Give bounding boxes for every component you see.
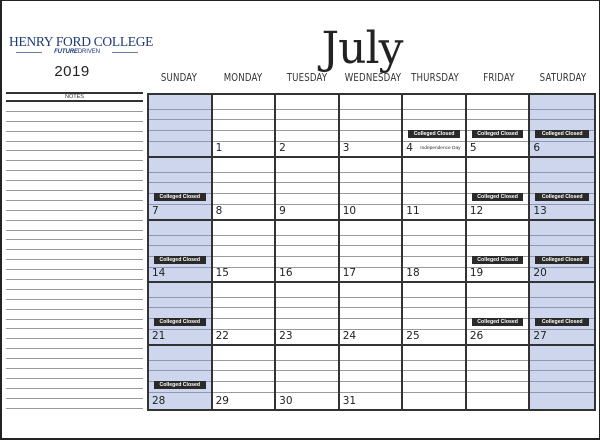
writing-line (467, 182, 529, 183)
note-line[interactable] (6, 300, 143, 310)
day-number: 11 (406, 204, 420, 217)
writing-line (530, 297, 594, 298)
writing-line (340, 245, 402, 246)
day-cell[interactable] (467, 158, 531, 221)
day-cell[interactable] (149, 221, 213, 284)
writing-line (213, 245, 275, 246)
writing-line (403, 381, 465, 382)
day-cell[interactable] (149, 95, 213, 158)
day-number: 31 (342, 394, 357, 407)
note-line[interactable] (6, 102, 143, 112)
note-line[interactable] (6, 250, 143, 260)
writing-line (340, 172, 402, 173)
writing-line (213, 172, 275, 173)
day-number: 2 (279, 141, 286, 154)
day-number: 5 (469, 141, 477, 154)
writing-line (213, 370, 275, 371)
note-line[interactable] (6, 379, 143, 389)
writing-line (276, 130, 338, 131)
writing-line (340, 297, 402, 298)
closed-badge: Colleged Closed (472, 256, 524, 264)
note-line[interactable] (6, 320, 143, 330)
note-line[interactable] (6, 142, 143, 152)
calendar-grid (147, 93, 596, 411)
writing-line (467, 297, 529, 298)
tagline-rule-right (112, 52, 138, 53)
day-cell[interactable] (149, 283, 213, 346)
writing-line (467, 109, 529, 110)
day-cell[interactable] (276, 95, 340, 158)
writing-line (467, 360, 529, 361)
note-line[interactable] (6, 339, 143, 349)
writing-line (340, 360, 402, 361)
day-cell[interactable] (276, 221, 340, 284)
note-line[interactable] (6, 221, 143, 231)
day-cell[interactable] (276, 283, 340, 346)
notes-lines (6, 102, 143, 409)
note-line[interactable] (6, 181, 143, 191)
tagline-rest: DRIVEN (77, 49, 100, 55)
writing-line (149, 130, 211, 131)
note-line[interactable] (6, 260, 143, 270)
writing-line (276, 370, 338, 371)
writing-line (340, 318, 402, 319)
day-cell[interactable] (403, 221, 467, 284)
weekday-tuesday: TUESDAY (286, 72, 328, 84)
writing-line (276, 256, 338, 257)
day-cell[interactable] (530, 221, 594, 284)
day-number: 13 (533, 204, 547, 217)
writing-line (340, 307, 402, 308)
closed-badge: Colleged Closed (154, 381, 206, 389)
closed-badge: Colleged Closed (154, 193, 206, 201)
day-number: 21 (152, 330, 166, 343)
writing-line (467, 245, 529, 246)
day-cell[interactable] (340, 283, 404, 346)
day-number: 1 (215, 141, 223, 154)
writing-line (213, 392, 275, 393)
note-line[interactable] (6, 389, 143, 399)
day-number: 30 (279, 394, 293, 407)
day-cell[interactable] (467, 346, 531, 409)
closed-badge: Colleged Closed (408, 130, 460, 138)
writing-line (213, 381, 275, 382)
writing-line (340, 109, 402, 110)
writing-line (530, 307, 594, 308)
weekday-monday: MONDAY (223, 72, 263, 84)
writing-line (340, 370, 402, 371)
note-line[interactable] (6, 399, 143, 409)
writing-line (530, 392, 594, 393)
day-cell[interactable] (213, 95, 277, 158)
day-cell[interactable] (403, 158, 467, 221)
day-number: 28 (152, 394, 166, 407)
notes-panel (6, 92, 143, 409)
writing-line (213, 182, 275, 183)
note-line[interactable] (6, 359, 143, 369)
writing-line (530, 370, 594, 371)
day-number: 6 (533, 141, 541, 154)
writing-line (530, 360, 594, 361)
writing-line (340, 392, 402, 393)
writing-line (403, 392, 465, 393)
writing-line (340, 182, 402, 183)
day-cell[interactable] (149, 158, 213, 221)
tagline-bold: FUTURE (54, 49, 78, 55)
writing-line (276, 307, 338, 308)
day-cell[interactable] (149, 346, 213, 409)
note-line[interactable] (6, 310, 143, 320)
day-cell[interactable] (530, 158, 594, 221)
writing-line (276, 119, 338, 120)
day-number: 27 (533, 330, 547, 343)
writing-line (276, 297, 338, 298)
writing-line (213, 256, 275, 257)
weekday-thursday: THURSDAY (411, 72, 459, 84)
writing-line (530, 172, 594, 173)
writing-line (530, 381, 594, 382)
closed-badge: Colleged Closed (535, 256, 589, 264)
day-number: 8 (215, 204, 223, 217)
day-number: 7 (152, 204, 159, 217)
writing-line (340, 256, 402, 257)
writing-line (213, 307, 275, 308)
note-line[interactable] (6, 270, 143, 280)
writing-line (403, 235, 465, 236)
closed-badge: Colleged Closed (472, 130, 524, 138)
day-number: 3 (342, 141, 350, 154)
note-line[interactable] (6, 171, 143, 181)
writing-line (276, 172, 338, 173)
writing-line (530, 109, 594, 110)
day-number: 4 (406, 141, 413, 154)
note-line[interactable] (6, 122, 143, 132)
note-line[interactable] (6, 349, 143, 359)
writing-line (403, 109, 465, 110)
weekday-friday: FRIDAY (483, 72, 515, 84)
writing-line (276, 381, 338, 382)
closed-badge: Colleged Closed (472, 318, 524, 326)
day-number: 22 (215, 330, 229, 343)
note-line[interactable] (6, 191, 143, 201)
note-line[interactable] (6, 240, 143, 250)
note-line[interactable] (6, 329, 143, 339)
writing-line (149, 235, 211, 236)
writing-line (149, 109, 211, 110)
day-number: 9 (279, 204, 286, 217)
closed-badge: Colleged Closed (154, 256, 206, 264)
writing-line (467, 172, 529, 173)
writing-line (276, 360, 338, 361)
note-line[interactable] (6, 211, 143, 221)
year-label: 2019 (54, 63, 90, 80)
tagline-text (44, 48, 110, 56)
writing-line (276, 245, 338, 246)
writing-line (530, 119, 594, 120)
day-number: 15 (215, 267, 229, 280)
writing-line (149, 297, 211, 298)
day-number: 23 (279, 330, 293, 343)
day-cell[interactable] (403, 95, 467, 158)
note-line[interactable] (6, 151, 143, 161)
writing-line (213, 193, 275, 194)
writing-line (340, 381, 402, 382)
writing-line (213, 235, 275, 236)
day-cell[interactable] (530, 95, 594, 158)
note-line[interactable] (6, 132, 143, 142)
college-tagline (16, 48, 138, 56)
day-number: 18 (406, 267, 420, 280)
writing-line (403, 318, 465, 319)
note-line[interactable] (6, 280, 143, 290)
notes-heading: NOTES (6, 92, 143, 102)
writing-line (403, 172, 465, 173)
writing-line (276, 193, 338, 194)
day-cell[interactable] (213, 221, 277, 284)
writing-line (403, 193, 465, 194)
writing-line (213, 318, 275, 319)
writing-line (213, 130, 275, 131)
writing-line (467, 381, 529, 382)
writing-line (467, 119, 529, 120)
writing-line (149, 245, 211, 246)
writing-line (149, 360, 211, 361)
writing-line (276, 318, 338, 319)
writing-line (530, 182, 594, 183)
closed-badge: Colleged Closed (154, 318, 206, 326)
holiday-label: Independence Day (420, 145, 461, 151)
writing-line (403, 297, 465, 298)
writing-line (467, 370, 529, 371)
day-cell[interactable] (340, 158, 404, 221)
day-cell[interactable] (403, 283, 467, 346)
writing-line (403, 370, 465, 371)
writing-line (149, 370, 211, 371)
day-cell[interactable] (213, 346, 277, 409)
day-number: 16 (279, 267, 293, 280)
closed-badge: Colleged Closed (535, 318, 589, 326)
day-number: 25 (406, 330, 420, 343)
college-logo-name: HENRY FORD COLLEGE (9, 34, 154, 49)
writing-line (530, 245, 594, 246)
day-cell[interactable] (340, 95, 404, 158)
weekday-header (147, 72, 595, 84)
day-number: 26 (469, 330, 484, 343)
weekday-sunday: SUNDAY (160, 72, 198, 84)
day-number: 14 (152, 267, 166, 280)
note-line[interactable] (6, 201, 143, 211)
day-cell[interactable] (213, 283, 277, 346)
day-cell[interactable] (403, 346, 467, 409)
day-cell[interactable] (276, 346, 340, 409)
writing-line (213, 109, 275, 110)
writing-line (149, 392, 211, 393)
weekday-saturday: SATURDAY (539, 72, 587, 84)
day-cell[interactable] (530, 283, 594, 346)
closed-badge: Colleged Closed (472, 193, 524, 201)
writing-line (213, 360, 275, 361)
writing-line (213, 297, 275, 298)
writing-line (340, 193, 402, 194)
writing-line (276, 235, 338, 236)
day-number: 10 (342, 204, 357, 217)
day-number: 20 (533, 267, 547, 280)
day-cell[interactable] (340, 346, 404, 409)
writing-line (149, 119, 211, 120)
day-cell[interactable] (467, 221, 531, 284)
day-cell[interactable] (467, 95, 531, 158)
weekday-wednesday: WEDNESDAY (344, 72, 402, 84)
day-number: 17 (342, 267, 357, 280)
month-title: July (321, 23, 403, 74)
writing-line (403, 182, 465, 183)
writing-line (340, 119, 402, 120)
writing-line (213, 119, 275, 120)
writing-line (467, 307, 529, 308)
writing-line (276, 182, 338, 183)
writing-line (403, 360, 465, 361)
tagline-rule-left (16, 52, 42, 53)
writing-line (276, 392, 338, 393)
day-cell[interactable] (213, 158, 277, 221)
note-line[interactable] (6, 290, 143, 300)
writing-line (149, 172, 211, 173)
writing-line (467, 235, 529, 236)
writing-line (403, 256, 465, 257)
note-line[interactable] (6, 369, 143, 379)
writing-line (403, 307, 465, 308)
note-line[interactable] (6, 231, 143, 241)
day-number: 12 (469, 204, 484, 217)
note-line[interactable] (6, 112, 143, 122)
writing-line (149, 141, 211, 142)
day-cell[interactable] (276, 158, 340, 221)
note-line[interactable] (6, 161, 143, 171)
closed-badge: Colleged Closed (535, 193, 589, 201)
writing-line (403, 245, 465, 246)
day-number: 29 (215, 394, 229, 407)
closed-badge: Colleged Closed (535, 130, 589, 138)
writing-line (149, 182, 211, 183)
day-cell[interactable] (530, 346, 594, 409)
writing-line (149, 307, 211, 308)
writing-line (530, 235, 594, 236)
writing-line (340, 235, 402, 236)
writing-line (276, 109, 338, 110)
writing-line (340, 130, 402, 131)
day-number: 19 (469, 267, 484, 280)
writing-line (467, 392, 529, 393)
day-number: 24 (342, 330, 357, 343)
writing-line (403, 119, 465, 120)
day-cell[interactable] (340, 221, 404, 284)
day-cell[interactable] (467, 283, 531, 346)
